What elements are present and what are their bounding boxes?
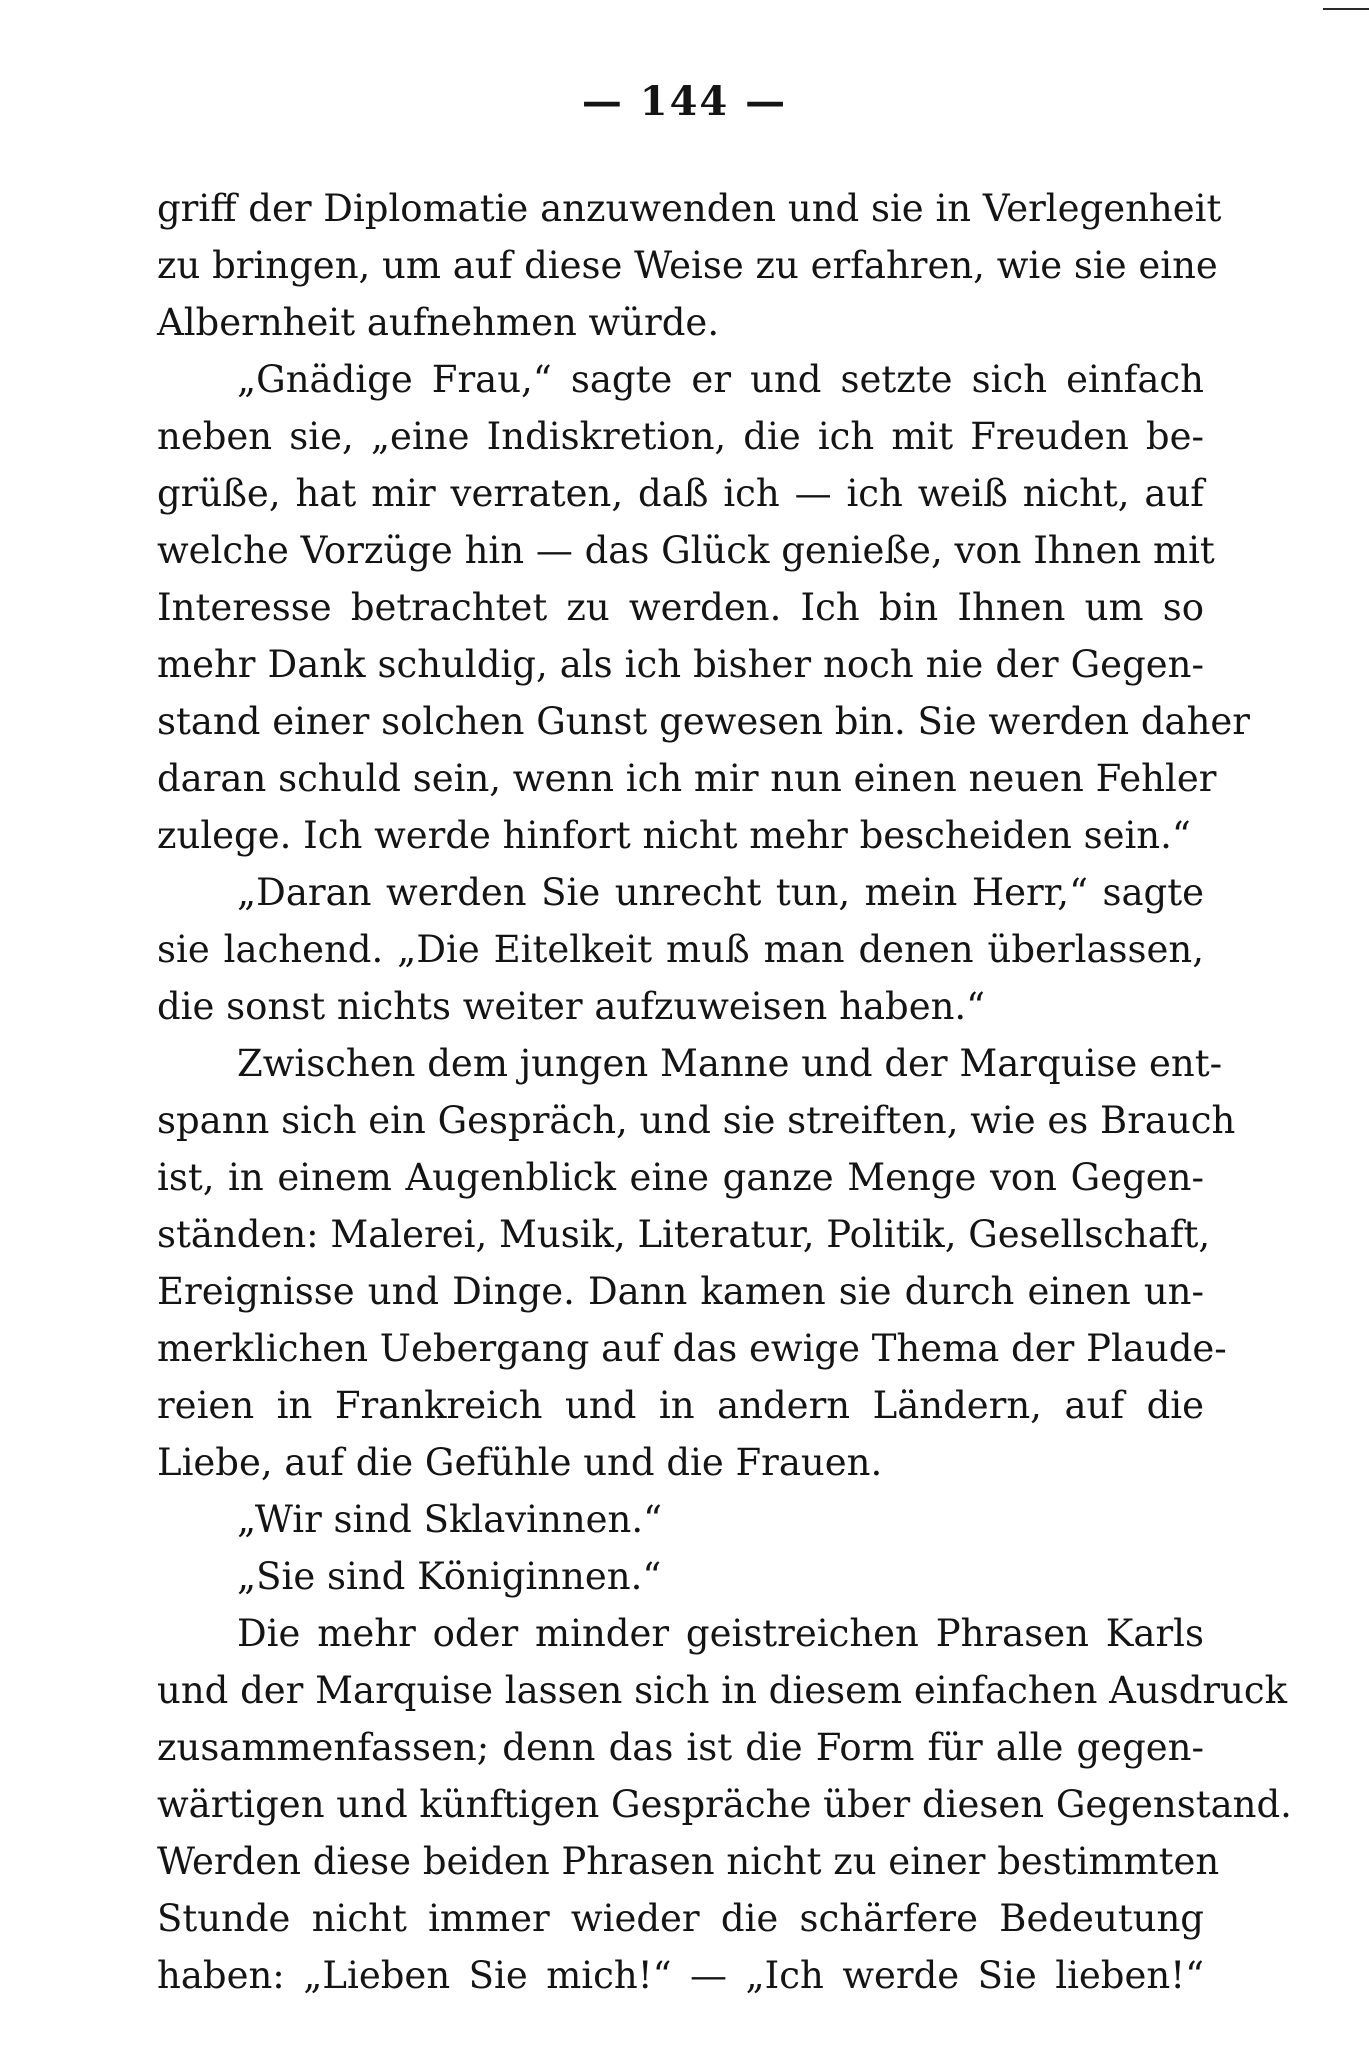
text-line: Albernheit aufnehmen würde. xyxy=(157,301,720,344)
text-line: „Sie sind Königinnen.“ xyxy=(237,1555,662,1598)
text-line: Stunde nicht immer wieder die schärfere Bedeutung xyxy=(157,1897,1204,1940)
text-line: ständen: Malerei, Musik, Literatur, Politik, Gesellschaft, xyxy=(157,1213,1211,1256)
text-line: „Daran werden Sie unrecht tun, mein Herr,“ sagte xyxy=(237,871,1204,914)
text-line: haben: „Lieben Sie mich!“ — „Ich werde Sie lieben!“ xyxy=(157,1954,1204,1997)
text-line: Zwischen dem jungen Manne und der Marquise ent- xyxy=(237,1042,1223,1085)
text-line: spann sich ein Gespräch, und sie streiften, wie es Brauch xyxy=(157,1099,1236,1142)
text-line: neben sie, „eine Indiskretion, die ich mit Freuden be- xyxy=(157,415,1204,458)
corner-rule xyxy=(1323,8,1369,10)
text-line: welche Vorzüge hin — das Glück genieße, von Ihnen mit xyxy=(157,529,1215,572)
text-line: Interesse betrachtet zu werden. Ich bin Ihnen um so xyxy=(157,586,1204,629)
text-line: zu bringen, um auf diese Weise zu erfahren, wie sie eine xyxy=(157,244,1218,287)
page-number: — 144 — xyxy=(581,78,788,125)
text-line: merklichen Uebergang auf das ewige Thema der Plaude- xyxy=(157,1327,1227,1370)
text-line: grüße, hat mir verraten, daß ich — ich weiß nicht, auf xyxy=(157,472,1204,515)
text-line: die sonst nichts weiter aufzuweisen haben.“ xyxy=(157,985,986,1028)
text-line: sie lachend. „Die Eitelkeit muß man denen überlassen, xyxy=(157,928,1204,971)
text-line: „Gnädige Frau,“ sagte er und setzte sich einfach xyxy=(237,358,1204,401)
text-line: „Wir sind Sklavinnen.“ xyxy=(237,1498,663,1541)
text-line: zulege. Ich werde hinfort nicht mehr bescheiden sein.“ xyxy=(157,814,1191,857)
text-line: Werden diese beiden Phrasen nicht zu einer bestimmten xyxy=(157,1840,1220,1883)
text-line: Ereignisse und Dinge. Dann kamen sie durch einen un- xyxy=(157,1270,1204,1313)
text-line: stand einer solchen Gunst gewesen bin. Sie werden daher xyxy=(157,700,1250,743)
text-line: Liebe, auf die Gefühle und die Frauen. xyxy=(157,1441,883,1484)
text-line: Die mehr oder minder geistreichen Phrasen Karls xyxy=(237,1612,1204,1655)
text-line: daran schuld sein, wenn ich mir nun einen neuen Fehler xyxy=(157,757,1217,800)
text-line: mehr Dank schuldig, als ich bisher noch nie der Gegen- xyxy=(157,643,1204,686)
body-text xyxy=(157,180,1292,2004)
text-line: ist, in einem Augenblick eine ganze Menge von Gegen- xyxy=(157,1156,1204,1199)
text-line: reien in Frankreich und in andern Ländern, auf die xyxy=(157,1384,1204,1427)
text-line: zusammenfassen; denn das ist die Form für alle gegen- xyxy=(157,1726,1204,1769)
text-line: wärtigen und künftigen Gespräche über diesen Gegenstand. xyxy=(157,1783,1292,1826)
text-line: griff der Diplomatie anzuwenden und sie in Verlegenheit xyxy=(157,187,1222,230)
text-line: und der Marquise lassen sich in diesem einfachen Ausdruck xyxy=(157,1669,1288,1712)
